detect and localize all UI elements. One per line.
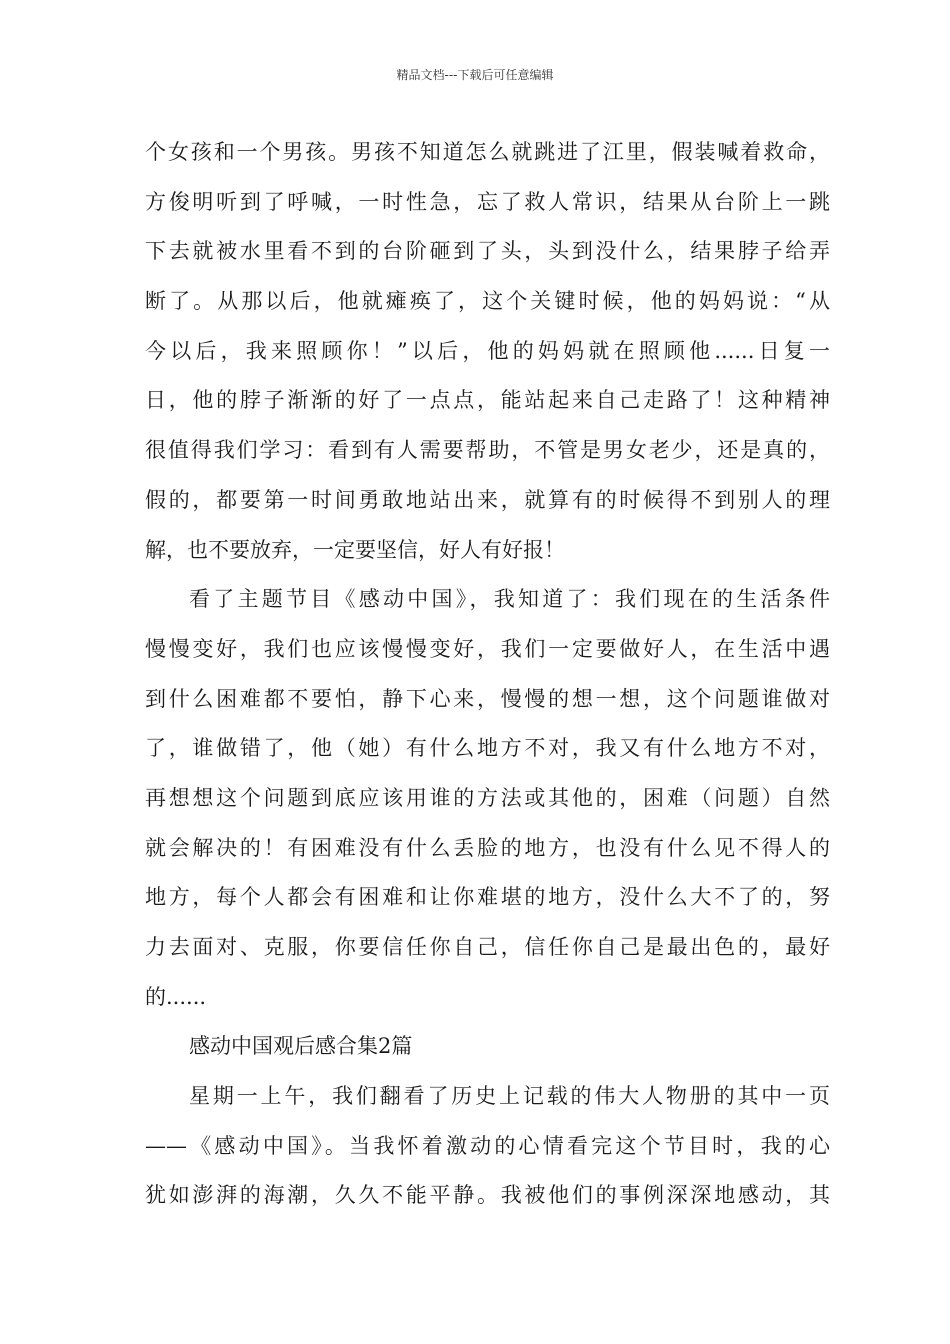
text-line: 很值得我们学习：看到有人需要帮助，不管是男女老少，还是真的，: [145, 438, 830, 463]
document-body: [145, 128, 830, 1221]
text-line: ——《感动中国》。当我怀着激动的心情看完这个节目时，我的心: [145, 1133, 830, 1158]
text-line: 地方，每个人都会有困难和让你难堪的地方，没什么大不了的，努: [145, 885, 830, 910]
text-line: 下去就被水里看不到的台阶砸到了头，头到没什么，结果脖子给弄: [145, 239, 830, 264]
text-line: 再想想这个问题到底应该用谁的方法或其他的，困难（问题）自然: [145, 785, 830, 810]
text-line: 方俊明听到了呼喊，一时性急，忘了救人常识，结果从台阶上一跳: [145, 189, 830, 214]
text-line: 犹如澎湃的海潮，久久不能平静。我被他们的事例深深地感动，其: [145, 1183, 830, 1208]
text-line: 到什么困难都不要怕，静下心来，慢慢的想一想，这个问题谁做对: [145, 686, 830, 711]
text-line: 断了。从那以后，他就瘫痪了，这个关键时候，他的妈妈说：“从: [145, 289, 830, 314]
text-line: 的......: [145, 984, 207, 1009]
text-line: 看了主题节目《感动中国》，我知道了：我们现在的生活条件: [189, 587, 830, 612]
text-line: 星期一上午，我们翻看了历史上记载的伟大人物册的其中一页: [189, 1084, 830, 1109]
text-line: 了，谁做错了，他（她）有什么地方不对，我又有什么地方不对，: [145, 736, 830, 761]
text-line: 假的，都要第一时间勇敢地站出来，就算有的时候得不到别人的理: [145, 487, 830, 512]
text-line: 今以后，我来照顾你！”以后，他的妈妈就在照顾他......日复一: [145, 338, 830, 363]
text-line: 慢慢变好，我们也应该慢慢变好，我们一定要做好人，在生活中遇: [145, 636, 830, 661]
text-line: 个女孩和一个男孩。男孩不知道怎么就跳进了江里，假装喊着救命，: [145, 140, 830, 164]
text-line: 就会解决的！有困难没有什么丢脸的地方，也没有什么见不得人的: [145, 835, 830, 860]
page-header: 精品文档---下载后可任意编辑: [396, 68, 554, 82]
text-line: 感动中国观后感合集2篇: [189, 1034, 413, 1059]
text-line: 日，他的脖子渐渐的好了一点点，能站起来自己走路了！这种精神: [145, 388, 830, 413]
text-line: 解，也不要放弃，一定要坚信，好人有好报！: [145, 537, 565, 562]
text-line: 力去面对、克服，你要信任你自己，信任你自己是最出色的，最好: [145, 935, 830, 959]
